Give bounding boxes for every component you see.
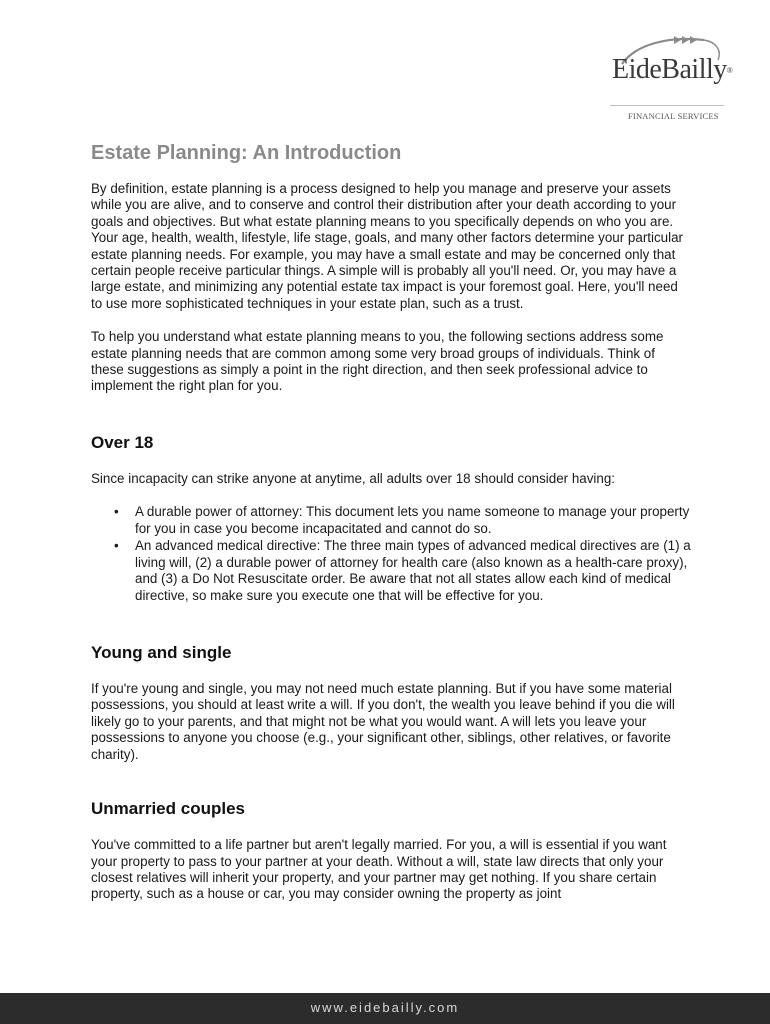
- bullet-icon: •: [114, 537, 119, 553]
- section-heading-unmarried-couples: Unmarried couples: [91, 799, 245, 819]
- list-item: [114, 537, 691, 605]
- list-item: [114, 504, 691, 538]
- section-heading-young-single: Young and single: [91, 643, 232, 663]
- footer-bar: [0, 993, 770, 1024]
- intro-paragraph-1: By definition, estate planning is a process designed to help you manage and preserve your assets while you are alive, and to conserve and control their distribution after your death according to your goals and objectives. But what estate planning means to you specifically depends on who you are. Your age, health, wealth, lifestyle, life stage, goals, and many other factors determine your particular estate planning needs. For example, you may have a small estate and may be concerned only that certain people receive particular things. A simple will is probably all you'll need. Or, you may have a large estate, and minimizing any potential estate tax impact is your foremost goal. Here, you'll need to use more sophisticated techniques in your estate plan, such as a trust.: [91, 181, 683, 311]
- intro-paragraph-2: To help you understand what estate planning means to you, the following sections address some estate planning needs that are common among some very broad groups of individuals. Think of these suggestions as simply a point in the right direction, and then seek professional advice to implement the right plan for you.: [91, 329, 664, 394]
- page-title: Estate Planning: An Introduction: [91, 142, 402, 164]
- section-heading-over-18: Over 18: [91, 432, 154, 452]
- bullet-icon: •: [114, 504, 119, 520]
- footer-url[interactable]: www.eidebailly.com: [310, 1000, 460, 1015]
- logo-wordmark: EideBailly®: [612, 54, 733, 85]
- company-logo: [600, 30, 733, 122]
- section-lead-over-18: Since incapacity can strike anyone at anytime, all adults over 18 should consider having:: [91, 470, 616, 486]
- logo-divider: [610, 105, 724, 106]
- document-body: [91, 140, 691, 903]
- section-body-unmarried-couples: You've committed to a life partner but aren't legally married. For you, a will is essential if you want your property to pass to your partner at your death. Without a will, state law directs that only your closest relatives will inherit your property, and your partner may get nothing. If you share certain property, such as a house or car, you may consider owning the property as joint: [91, 837, 667, 902]
- over-18-list: [91, 504, 691, 605]
- logo-subtitle: FINANCIAL SERVICES: [628, 111, 719, 121]
- section-body-young-single: If you're young and single, you may not need much estate planning. But if you have some material possessions, you should at least write a will. If you don't, the wealth you leave behind if you die will likely go to your parents, and that might not be what you would want. A will lets you leave your possessions to anyone you choose (e.g., your significant other, siblings, other relatives, or favorite charity).: [91, 681, 675, 762]
- list-item-text: An advanced medical directive: The three main types of advanced medical directives are (1) a living will, (2) a durable power of attorney for health care (also known as a health-care proxy), and (3) a Do Not Resuscitate order. Be aware that not all states allow each kind of medical directive, so make sure you execute one that will be effective for you.: [135, 537, 691, 604]
- list-item-text: A durable power of attorney: This document lets you name someone to manage your property for you in case you become incapacitated and cannot do so.: [135, 504, 690, 537]
